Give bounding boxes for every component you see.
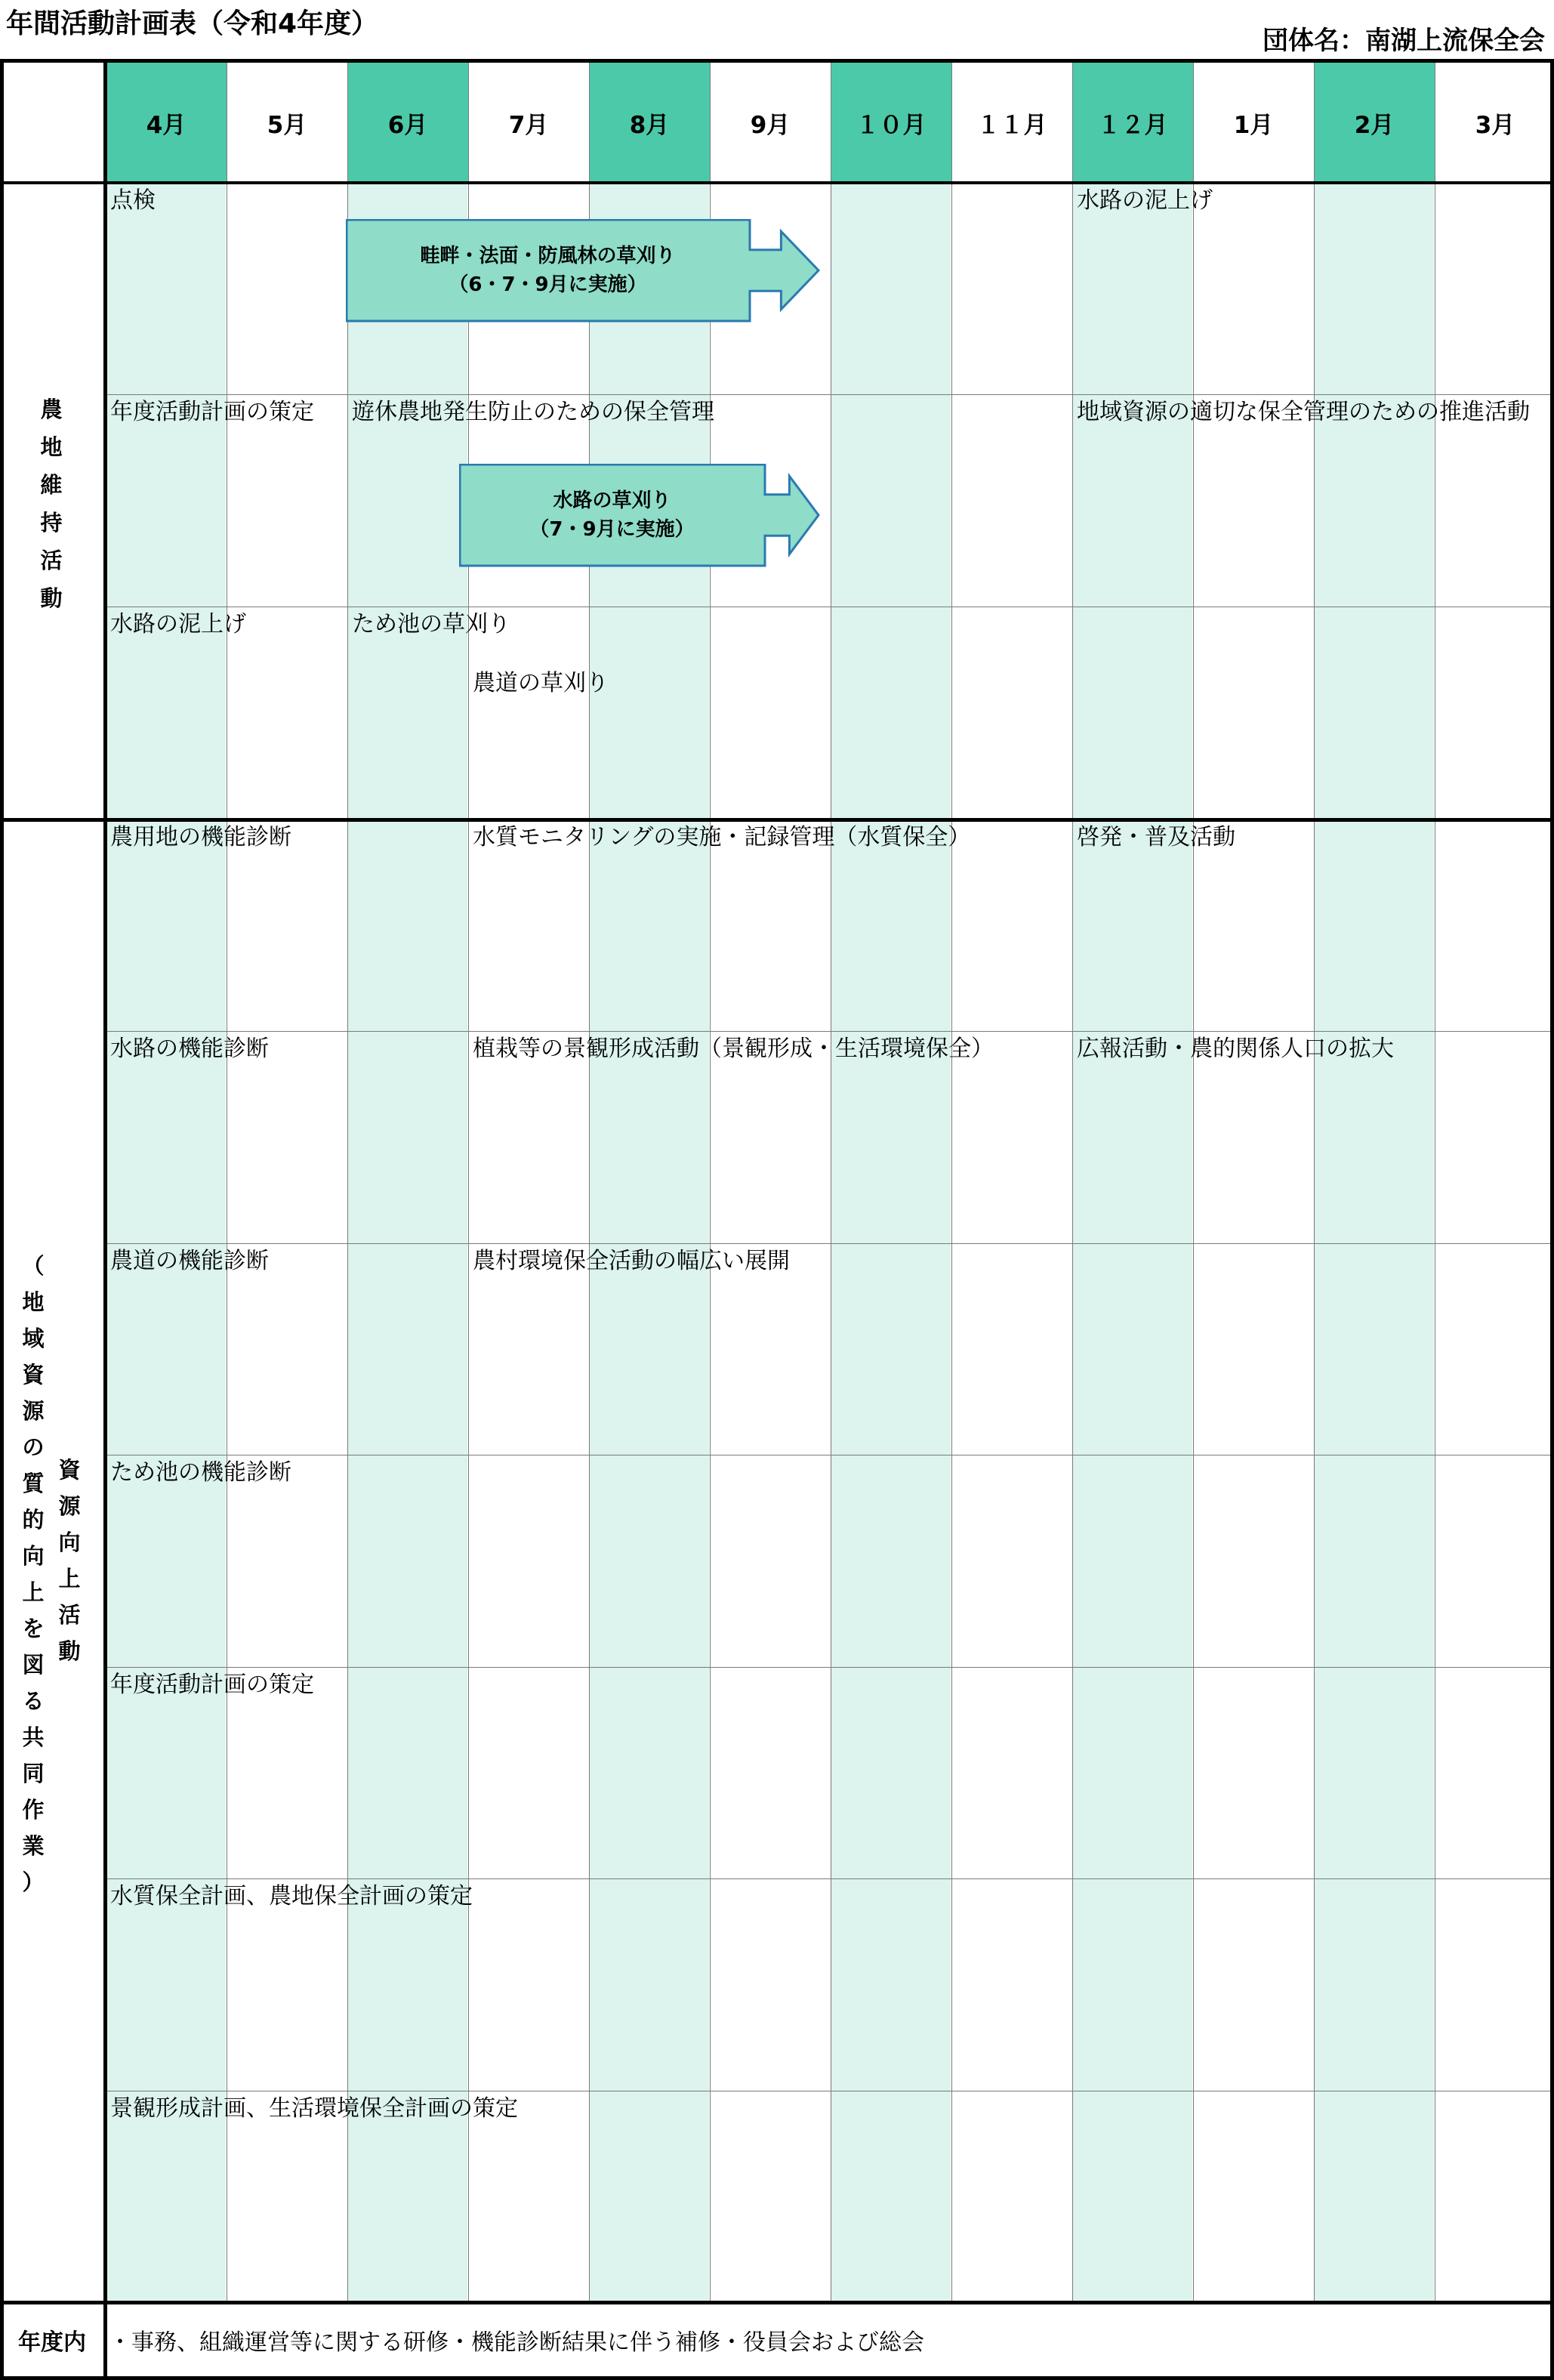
month-header-cell: １２月 [1072, 62, 1193, 183]
cell-text: 点検 [110, 187, 156, 214]
cell-text: 農用地の機能診断 [110, 824, 291, 850]
arrow-label-line1: 畦畔・法面・防風林の草刈り [420, 245, 676, 267]
cell-text: 農村環境保全活動の幅広い展開 [473, 1248, 790, 1274]
month-header-cell: 8月 [589, 62, 710, 183]
section-label-char: 農 [40, 397, 63, 422]
section-label-char: 的 [22, 1507, 45, 1533]
section-label-char: 源 [22, 1398, 45, 1424]
cell-text: 啓発・普及活動 [1077, 824, 1235, 850]
section-label-char: 域 [22, 1326, 45, 1351]
section-label-char: 動 [40, 585, 63, 611]
month-header-cell: １１月 [976, 111, 1047, 139]
page-title: 年間活動計画表（令和4年度） [6, 8, 379, 39]
organization-name: 団体名：南湖上流保全会 [1263, 26, 1545, 56]
row-divider [106, 1878, 1551, 1879]
section-label-char: 動 [58, 1638, 81, 1664]
section-label-char: 共 [22, 1724, 45, 1750]
cell-text: 水路の機能診断 [110, 1036, 269, 1062]
column-divider [347, 60, 348, 2302]
section-label-char: 資 [22, 1362, 45, 1388]
section-label-char: 資 [58, 1457, 81, 1483]
section-label-char: 同 [22, 1761, 45, 1786]
month-header-cell: 6月 [347, 62, 468, 183]
arrow-label-line1: 水路の草刈り [553, 489, 671, 512]
month-header-cell: 7月 [508, 111, 549, 139]
table-border [0, 2376, 1553, 2380]
cell-text: 農道の機能診断 [110, 1248, 269, 1274]
section-label-char: 向 [58, 1530, 81, 1555]
footer-text: ・事務、組織運営等に関する研修・機能診断結果に伴う補修・役員会および総会 [109, 2329, 924, 2356]
row-divider [106, 1243, 1551, 1244]
cell-text: 水質保全計画、農地保全計画の策定 [110, 1883, 473, 1909]
row-divider [106, 1031, 1551, 1032]
cell-text: 年度活動計画の策定 [110, 1672, 314, 1698]
table-border [0, 59, 1553, 63]
section-label-char: 地 [22, 1289, 45, 1315]
section-label-char: 維 [40, 472, 63, 498]
cell-text: 広報活動・農的関係人口の拡大 [1077, 1036, 1394, 1062]
table-border [103, 59, 107, 2380]
cell-text: ため池の草刈り [352, 611, 510, 637]
section-label-char: の [22, 1434, 45, 1460]
cell-text: 景観形成計画、生活環境保全計画の策定 [110, 2095, 518, 2122]
section-label-char: ） [22, 1869, 45, 1895]
row-divider [106, 394, 1551, 395]
arrow-label [459, 486, 765, 544]
cell-text: ため池の機能診断 [110, 1459, 291, 1486]
table-border [1550, 59, 1554, 2380]
arrow-label-line2: （6・7・9月に実施） [449, 273, 647, 296]
cell-text: 農道の草刈り [473, 670, 609, 696]
column-divider [1072, 60, 1073, 2302]
month-header-cell: 1月 [1233, 111, 1274, 139]
section-label-char: 源 [58, 1493, 81, 1519]
arrow-label [346, 242, 750, 299]
arrow-label-line2: （7・9月に実施） [529, 518, 695, 541]
section-label-char: 上 [22, 1579, 45, 1605]
month-header-cell: 4月 [106, 62, 227, 183]
section-label-char: （ [22, 1253, 45, 1279]
table-border [0, 59, 4, 2380]
cell-text: 遊休農地発生防止のための保全管理 [352, 399, 714, 425]
row-divider [106, 1667, 1551, 1668]
cell-text: 地域資源の適切な保全管理のための推進活動 [1077, 399, 1530, 425]
month-header-cell: 5月 [267, 111, 307, 139]
section-label-char: 活 [40, 548, 63, 573]
cell-text: 水質モニタリングの実施・記録管理（水質保全） [473, 824, 971, 850]
section-label-char: 質 [22, 1471, 45, 1496]
month-header-cell: 9月 [750, 111, 791, 139]
section-label-char: 図 [22, 1652, 45, 1678]
section-label-char: 地 [40, 434, 63, 460]
column-divider [951, 60, 952, 2302]
footer-label: 年度内 [18, 2329, 86, 2356]
month-header-cell: 3月 [1475, 111, 1515, 139]
cell-text: 水路の泥上げ [110, 611, 246, 637]
section-label-char: 向 [22, 1543, 45, 1569]
cell-text: 植栽等の景観形成活動（景観形成・生活環境保全） [473, 1036, 994, 1062]
cell-text: 水路の泥上げ [1077, 187, 1213, 214]
cell-text: 年度活動計画の策定 [110, 399, 314, 425]
month-header-cell: 2月 [1314, 62, 1435, 183]
section-label-char: 上 [58, 1566, 81, 1591]
section-label-char: を [22, 1616, 45, 1641]
month-column-tint [831, 60, 951, 2302]
table-border [0, 181, 1553, 184]
section-label-char: 活 [58, 1602, 81, 1628]
section-label-char: 作 [22, 1797, 45, 1823]
table-border [0, 818, 1553, 822]
month-header-cell: １０月 [831, 62, 951, 183]
section-label-char: る [22, 1688, 45, 1714]
section-label-char: 業 [22, 1833, 45, 1859]
section-label-char: 持 [40, 510, 63, 536]
